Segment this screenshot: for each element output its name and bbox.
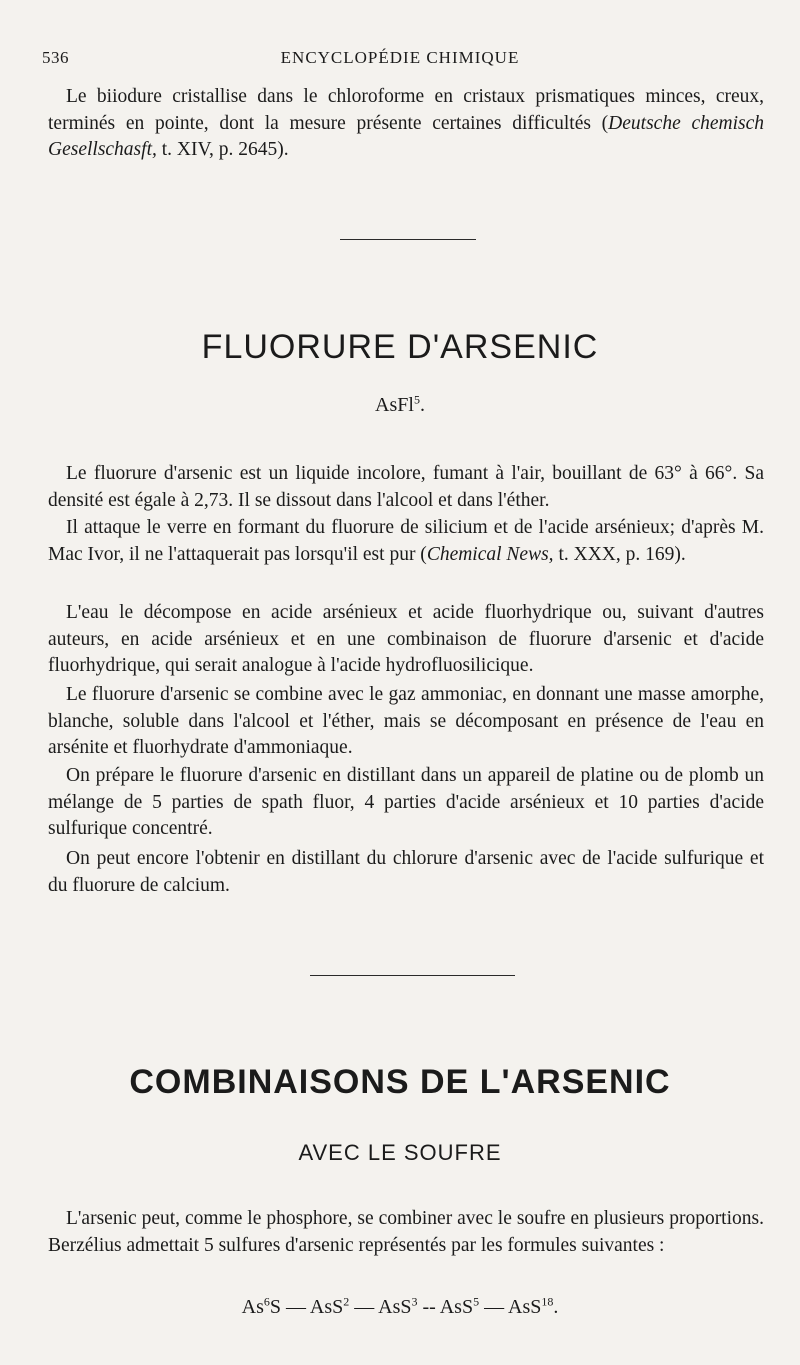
paragraph-preparation: On prépare le fluorure d'arsenic en distillant dans un appareil de platine ou de plomb un mélange de 5 parties de spath fluor, 4 parties d'acide arsénieux et 10 parties d'acide sulfurique concentré. <box>48 765 764 840</box>
paragraph-sulfures: L'arsenic peut, comme le phosphore, se combiner avec le soufre en plusieurs proportions. Berzélius admettait 5 sulfures d'arsenic représentés par les formules suivantes : <box>48 1208 764 1256</box>
paragraph-properties: Le fluorure d'arsenic est un liquide incolore, fumant à l'air, bouillant de 63° à 66°. Sa densité est égale à 2,73. Il se dissout dans l'alcool et dans l'éther. <box>48 463 764 511</box>
sulfide-formulas: As$^6$S — AsS$^2$ — AsS$^3$ -- AsS$^5$ — AsS$^{18}$. <box>241 1294 559 1318</box>
paragraph-chlorure: On peut encore l'obtenir en distillant du chlorure d'arsenic avec de l'acide sulfurique et du fluorure de calcium. <box>48 848 764 896</box>
intro-ref: t. XIV, p. 2645). <box>156 139 289 161</box>
page-header <box>42 48 758 72</box>
section-title-combinaisons: COMBINAISONS DE L'ARSENIC <box>129 1063 671 1101</box>
section-subtitle: AVEC LE SOUFRE <box>298 1140 502 1165</box>
paragraph-ammoniac: Le fluorure d'arsenic se combine avec le gaz ammoniac, en donnant une masse amorphe, blanche, soluble dans l'alcool et l'éther, mais se décomposant en présence de l'eau en arsénite et fluorhydrate d'ammoniaque. <box>48 684 764 759</box>
section-title-fluorure: FLUORURE D'ARSENIC <box>201 328 599 366</box>
page-number: 536 <box>42 48 69 67</box>
chemical-news-source: Chemical News, <box>426 543 554 565</box>
intro-paragraph <box>48 84 764 164</box>
paragraph-eau: L'eau le décompose en acide arsénieux et acide fluorhydrique ou, suivant d'autres auteurs, en acide arsénieux et en une combinaison de fluorure d'arsenic et d'acide fluorhydrique, qui serait analogue à l'acide hydrofluosilicique. <box>48 602 764 677</box>
intro-source: Deutsche chemisch Gesellschasft, <box>48 112 765 161</box>
section-formula: AsFl$^5$. <box>375 392 425 416</box>
section-divider-2 <box>310 975 515 976</box>
running-title: ENCYCLOPÉDIE CHIMIQUE <box>280 48 520 67</box>
intro-text: Le biiodure cristallise dans le chloroforme en cristaux prismatiques minces, creux, terminés en pointe, dont la mesure présente certaines difficultés ( <box>48 86 764 134</box>
section-divider <box>340 239 476 240</box>
paragraph-verre: Il attaque le verre en formant du fluorure de silicium et de l'acide arsénieux; d'après M. Mac Ivor, il ne l'attaquerait pas lorsqu'il est pur (Chemical News, t. XXX, p. 169). <box>48 517 764 565</box>
